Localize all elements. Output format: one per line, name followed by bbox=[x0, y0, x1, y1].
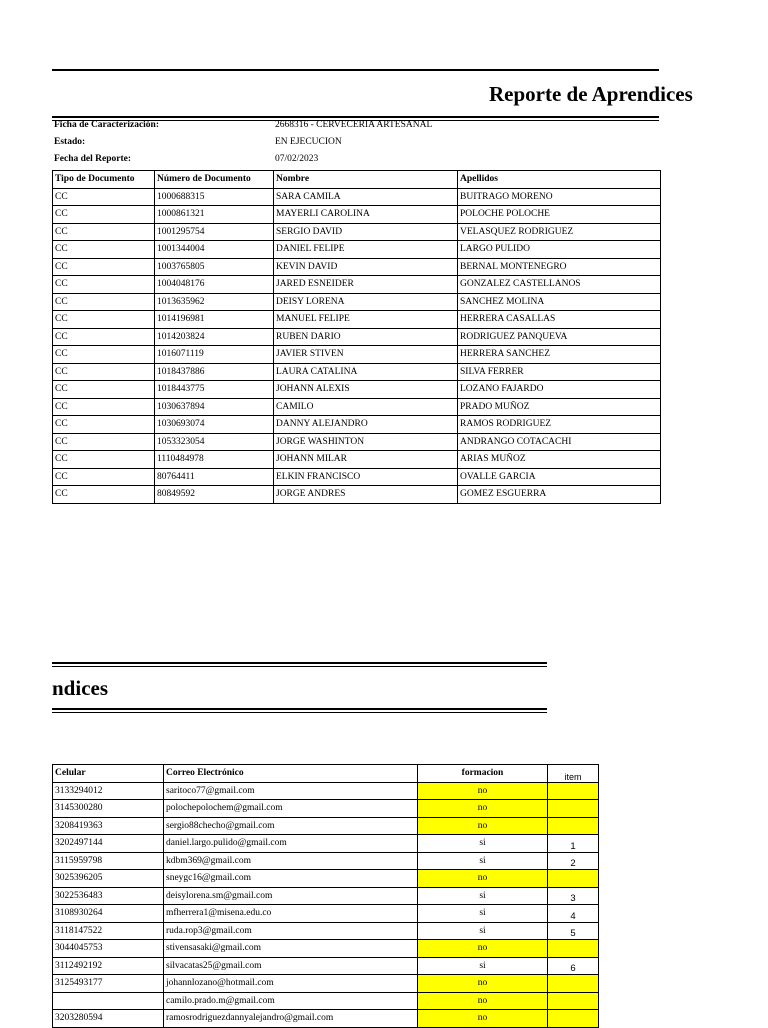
cell-numero-documento: 1000688315 bbox=[155, 188, 274, 206]
cell-apellidos: BUITRAGO MORENO bbox=[458, 188, 661, 206]
contact-row bbox=[53, 800, 599, 818]
cell-tipo-documento: CC bbox=[53, 223, 155, 241]
cell-celular: 3044045753 bbox=[53, 940, 164, 958]
cell-tipo-documento: CC bbox=[53, 468, 155, 486]
meta-value-fecha: 07/02/2023 bbox=[275, 154, 319, 164]
cell-nombre: DANNY ALEJANDRO bbox=[274, 416, 458, 434]
table-row bbox=[53, 311, 661, 329]
cell-formacion: no bbox=[418, 940, 548, 958]
cell-numero-documento: 80849592 bbox=[155, 486, 274, 504]
cell-numero-documento: 1014196981 bbox=[155, 311, 274, 329]
header-nombre: Nombre bbox=[274, 171, 458, 189]
table-row bbox=[53, 241, 661, 259]
cell-formacion: no bbox=[418, 800, 548, 818]
cell-celular: 3145300280 bbox=[53, 800, 164, 818]
cell-tipo-documento: CC bbox=[53, 381, 155, 399]
table-row bbox=[53, 468, 661, 486]
cell-celular: 3208419363 bbox=[53, 817, 164, 835]
cell-apellidos: GONZALEZ CASTELLANOS bbox=[458, 276, 661, 294]
cell-celular: 3022536483 bbox=[53, 887, 164, 905]
cell-formacion: si bbox=[418, 957, 548, 975]
cell-numero-documento: 1000861321 bbox=[155, 206, 274, 224]
cell-numero-documento: 1001295754 bbox=[155, 223, 274, 241]
cell-item: 1 bbox=[548, 835, 599, 853]
cell-item bbox=[548, 870, 599, 888]
cell-numero-documento: 1003765805 bbox=[155, 258, 274, 276]
cell-apellidos: LARGO PULIDO bbox=[458, 241, 661, 259]
table-row bbox=[53, 188, 661, 206]
cell-apellidos: HERRERA CASALLAS bbox=[458, 311, 661, 329]
apprentices-table bbox=[52, 170, 661, 504]
cell-formacion: si bbox=[418, 922, 548, 940]
report-title-clip bbox=[52, 78, 693, 112]
cell-correo: daniel.largo.pulido@gmail.com bbox=[164, 835, 418, 853]
table-row bbox=[53, 486, 661, 504]
cell-item: 6 bbox=[548, 957, 599, 975]
cell-celular: 3115959798 bbox=[53, 852, 164, 870]
cell-correo: sneygc16@gmail.com bbox=[164, 870, 418, 888]
cell-item bbox=[548, 800, 599, 818]
report-title: Reporte de Aprendices bbox=[489, 82, 693, 106]
cell-apellidos: VELASQUEZ RODRIGUEZ bbox=[458, 223, 661, 241]
cell-formacion: no bbox=[418, 1010, 548, 1028]
header-celular: Celular bbox=[53, 765, 164, 783]
cell-nombre: SERGIO DAVID bbox=[274, 223, 458, 241]
second-section-title: ndices bbox=[52, 676, 109, 700]
cell-celular: 3202497144 bbox=[53, 835, 164, 853]
contact-row bbox=[53, 975, 599, 993]
cell-item bbox=[548, 992, 599, 1010]
cell-celular: 3025396205 bbox=[53, 870, 164, 888]
contact-row bbox=[53, 870, 599, 888]
cell-numero-documento: 1018443775 bbox=[155, 381, 274, 399]
table-row bbox=[53, 258, 661, 276]
cell-tipo-documento: CC bbox=[53, 293, 155, 311]
cell-nombre: JAVIER STIVEN bbox=[274, 346, 458, 364]
header-item: item bbox=[548, 765, 599, 783]
table-row bbox=[53, 398, 661, 416]
cell-correo: sergio88chechо@gmail.com bbox=[164, 817, 418, 835]
cell-nombre: JOHANN MILAR bbox=[274, 451, 458, 469]
cell-correo: stivensasaki@gmail.com bbox=[164, 940, 418, 958]
cell-tipo-documento: CC bbox=[53, 241, 155, 259]
table-row bbox=[53, 363, 661, 381]
table-row bbox=[53, 293, 661, 311]
contact-row bbox=[53, 835, 599, 853]
second-rule-lower bbox=[52, 708, 547, 710]
header-formacion: formacion bbox=[418, 765, 548, 783]
cell-apellidos: RODRIGUEZ PANQUEVA bbox=[458, 328, 661, 346]
table-row bbox=[53, 346, 661, 364]
cell-tipo-documento: CC bbox=[53, 416, 155, 434]
cell-item bbox=[548, 940, 599, 958]
cell-correo: johannlozano@hotmail.com bbox=[164, 975, 418, 993]
contact-row bbox=[53, 905, 599, 923]
cell-item: 5 bbox=[548, 922, 599, 940]
cell-apellidos: BERNAL MONTENEGRO bbox=[458, 258, 661, 276]
cell-nombre: CAMILO bbox=[274, 398, 458, 416]
table-row bbox=[53, 206, 661, 224]
cell-numero-documento: 1014203824 bbox=[155, 328, 274, 346]
cell-tipo-documento: CC bbox=[53, 433, 155, 451]
cell-tipo-documento: CC bbox=[53, 363, 155, 381]
top-rule-lower bbox=[52, 116, 659, 118]
cell-formacion: no bbox=[418, 782, 548, 800]
cell-tipo-documento: CC bbox=[53, 451, 155, 469]
cell-correo: camilo.prado.m@gmail.com bbox=[164, 992, 418, 1010]
cell-nombre: RUBEN DARIO bbox=[274, 328, 458, 346]
second-rule-lower-thin bbox=[52, 712, 547, 713]
contact-row bbox=[53, 1010, 599, 1028]
contact-row bbox=[53, 957, 599, 975]
meta-label-fecha: Fecha del Reporte: bbox=[54, 154, 132, 164]
table-row bbox=[53, 328, 661, 346]
cell-nombre: LAURA CATALINA bbox=[274, 363, 458, 381]
contacts-table bbox=[52, 764, 599, 1028]
cell-numero-documento: 1030637894 bbox=[155, 398, 274, 416]
cell-correo: kdbm369@gmail.com bbox=[164, 852, 418, 870]
cell-tipo-documento: CC bbox=[53, 188, 155, 206]
cell-celular: 3118147522 bbox=[53, 922, 164, 940]
contact-row bbox=[53, 940, 599, 958]
table-row bbox=[53, 433, 661, 451]
cell-correo: silvacatas25@gmail.com bbox=[164, 957, 418, 975]
contact-row bbox=[53, 852, 599, 870]
table-row bbox=[53, 416, 661, 434]
cell-correo: ramosrodriguezdannyalejandro@gmail.com bbox=[164, 1010, 418, 1028]
cell-apellidos: HERRERA SANCHEZ bbox=[458, 346, 661, 364]
cell-nombre: ELKIN FRANCISCO bbox=[274, 468, 458, 486]
cell-item bbox=[548, 817, 599, 835]
contacts-header-row bbox=[53, 765, 599, 783]
cell-apellidos: OVALLE GARCIA bbox=[458, 468, 661, 486]
contact-row bbox=[53, 817, 599, 835]
cell-nombre: JORGE WASHINTON bbox=[274, 433, 458, 451]
cell-celular bbox=[53, 992, 164, 1010]
header-correo: Correo Electrónico bbox=[164, 765, 418, 783]
cell-celular: 3112492192 bbox=[53, 957, 164, 975]
cell-tipo-documento: CC bbox=[53, 398, 155, 416]
second-rule-upper-thin bbox=[52, 666, 547, 667]
header-numero-documento: Número de Documento bbox=[155, 171, 274, 189]
cell-nombre: JOHANN ALEXIS bbox=[274, 381, 458, 399]
cell-numero-documento: 80764411 bbox=[155, 468, 274, 486]
meta-label-ficha: Ficha de Caracterización: bbox=[54, 120, 159, 130]
cell-apellidos: ARIAS MUÑOZ bbox=[458, 451, 661, 469]
cell-correo: ruda.rop3@gmail.com bbox=[164, 922, 418, 940]
cell-nombre: DANIEL FELIPE bbox=[274, 241, 458, 259]
cell-apellidos: LOZANO FAJARDO bbox=[458, 381, 661, 399]
cell-correo: saritoco77@gmail.com bbox=[164, 782, 418, 800]
cell-celular: 3108930264 bbox=[53, 905, 164, 923]
cell-tipo-documento: CC bbox=[53, 311, 155, 329]
contact-row bbox=[53, 887, 599, 905]
contact-row bbox=[53, 782, 599, 800]
cell-correo: deisylorena.sm@gmail.com bbox=[164, 887, 418, 905]
cell-tipo-documento: CC bbox=[53, 276, 155, 294]
cell-tipo-documento: CC bbox=[53, 258, 155, 276]
cell-formacion: si bbox=[418, 905, 548, 923]
contact-row bbox=[53, 992, 599, 1010]
table-row bbox=[53, 451, 661, 469]
cell-tipo-documento: CC bbox=[53, 328, 155, 346]
cell-tipo-documento: CC bbox=[53, 486, 155, 504]
cell-item: 2 bbox=[548, 852, 599, 870]
cell-correo: polochepolochem@gmail.com bbox=[164, 800, 418, 818]
cell-numero-documento: 1016071119 bbox=[155, 346, 274, 364]
table-row bbox=[53, 223, 661, 241]
header-apellidos: Apellidos bbox=[458, 171, 661, 189]
cell-correo: mfherrera1@misena.edu.co bbox=[164, 905, 418, 923]
cell-celular: 3203280594 bbox=[53, 1010, 164, 1028]
cell-numero-documento: 1030693074 bbox=[155, 416, 274, 434]
cell-item: 3 bbox=[548, 887, 599, 905]
cell-apellidos: SILVA FERRER bbox=[458, 363, 661, 381]
cell-numero-documento: 1053323054 bbox=[155, 433, 274, 451]
cell-nombre: JORGE ANDRES bbox=[274, 486, 458, 504]
table-row bbox=[53, 381, 661, 399]
cell-apellidos: POLOCHE POLOCHE bbox=[458, 206, 661, 224]
cell-numero-documento: 1004048176 bbox=[155, 276, 274, 294]
cell-formacion: si bbox=[418, 887, 548, 905]
cell-numero-documento: 1018437886 bbox=[155, 363, 274, 381]
cell-apellidos: GOMEZ ESGUERRA bbox=[458, 486, 661, 504]
cell-item bbox=[548, 782, 599, 800]
cell-nombre: MAYERLI CAROLINA bbox=[274, 206, 458, 224]
cell-formacion: no bbox=[418, 817, 548, 835]
cell-apellidos: PRADO MUÑOZ bbox=[458, 398, 661, 416]
meta-value-ficha: 2668316 - CERVECERIA ARTESANAL bbox=[275, 120, 433, 130]
cell-nombre: DEISY LORENA bbox=[274, 293, 458, 311]
cell-numero-documento: 1001344004 bbox=[155, 241, 274, 259]
cell-formacion: si bbox=[418, 852, 548, 870]
cell-apellidos: RAMOS RODRIGUEZ bbox=[458, 416, 661, 434]
cell-celular: 3125493177 bbox=[53, 975, 164, 993]
cell-item bbox=[548, 1010, 599, 1028]
cell-formacion: no bbox=[418, 975, 548, 993]
cell-item bbox=[548, 975, 599, 993]
cell-celular: 3133294012 bbox=[53, 782, 164, 800]
cell-formacion: no bbox=[418, 992, 548, 1010]
contact-row bbox=[53, 922, 599, 940]
cell-tipo-documento: CC bbox=[53, 206, 155, 224]
cell-numero-documento: 1013635962 bbox=[155, 293, 274, 311]
cell-nombre: JARED ESNEIDER bbox=[274, 276, 458, 294]
cell-nombre: MANUEL FELIPE bbox=[274, 311, 458, 329]
header-tipo-documento: Tipo de Documento bbox=[53, 171, 155, 189]
second-rule-upper bbox=[52, 662, 547, 664]
table-row bbox=[53, 276, 661, 294]
top-rule-upper bbox=[52, 69, 659, 71]
cell-nombre: SARA CAMILA bbox=[274, 188, 458, 206]
cell-tipo-documento: CC bbox=[53, 346, 155, 364]
cell-item: 4 bbox=[548, 905, 599, 923]
cell-formacion: si bbox=[418, 835, 548, 853]
table-header-row bbox=[53, 171, 661, 189]
cell-apellidos: ANDRANGO COTACACHI bbox=[458, 433, 661, 451]
cell-apellidos: SANCHEZ MOLINA bbox=[458, 293, 661, 311]
cell-formacion: no bbox=[418, 870, 548, 888]
cell-nombre: KEVIN DAVID bbox=[274, 258, 458, 276]
cell-numero-documento: 1110484978 bbox=[155, 451, 274, 469]
meta-value-estado: EN EJECUCION bbox=[275, 137, 342, 147]
meta-label-estado: Estado: bbox=[54, 137, 86, 147]
